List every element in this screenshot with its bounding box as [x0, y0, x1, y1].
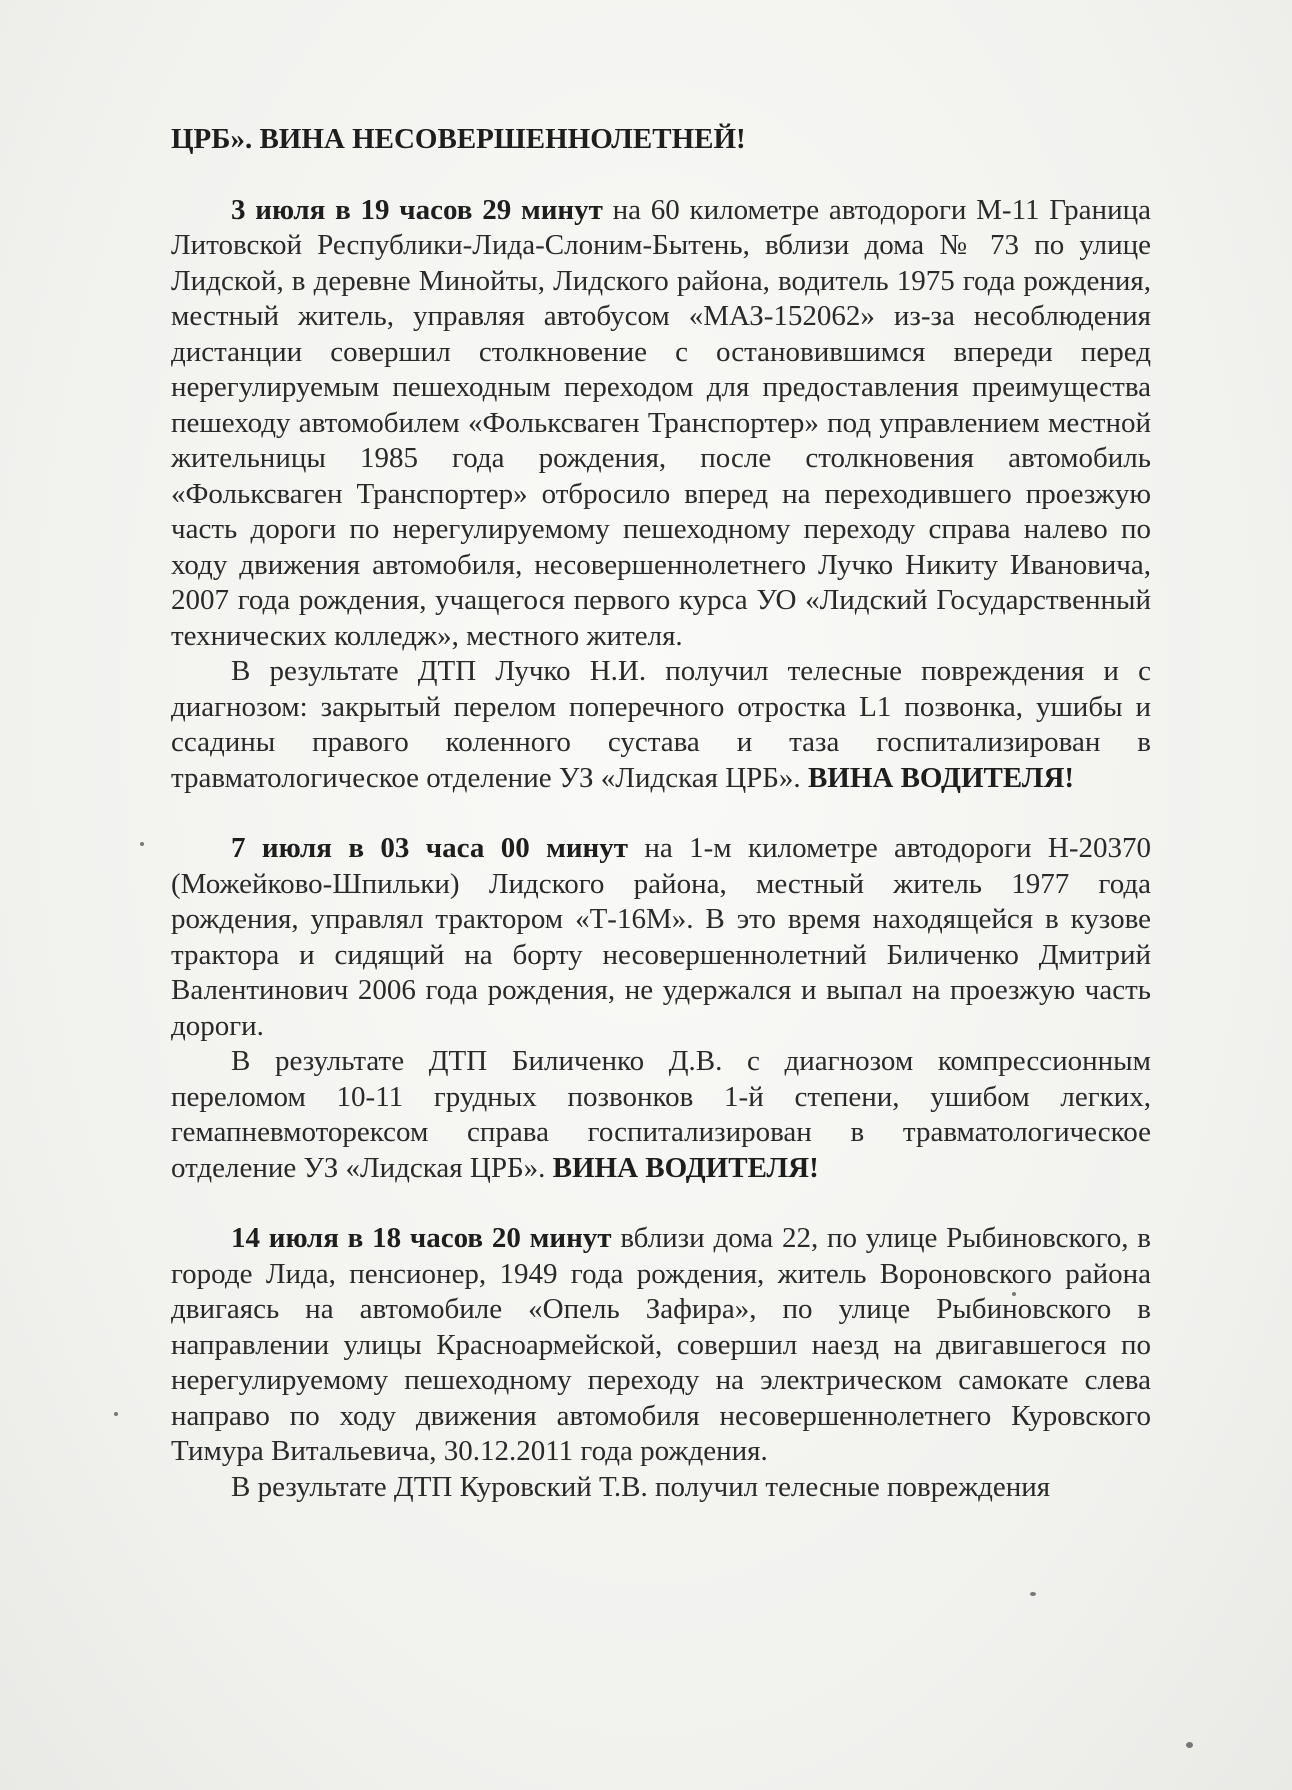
incident3-paragraph2 [171, 1470, 1151, 1506]
incident2-paragraph1 [171, 831, 1151, 1044]
incident1-date: 3 июля в 19 часов 29 минут [231, 193, 603, 226]
incident2-description: на 1-м километре автодороги Н-20370 (Можейково-Шпильки) Лидского района, местный житель 1977 года рождения, управлял трактором «Т-16М». В это время находящейся в кузове трактора и сидящий на борту несовершеннолетний Биличенко Дмитрий Валентинович 2006 года рождения, не удержался и выпал на проезжую часть дороги. [171, 832, 1152, 1042]
scan-speck [140, 842, 144, 846]
incident3-result: В результате ДТП Куровский Т.В. получил телесные повреждения [231, 1470, 1051, 1503]
incident1-result: В результате ДТП Лучко Н.И. получил телесные повреждения и с диагнозом: закрытый перелом поперечного отростка L1 позвонка, ушибы и ссадины правого коленного сустава и таза госпитализирован в травматологическое отделение УЗ «Лидская ЦРБ». [171, 655, 1151, 794]
incident1-description: на 60 километре автодороги М-11 Граница Литовской Республики-Лида-Слоним-Бытень, вблизи дома № 73 по улице Лидской, в деревне Минойты, Лидского района, водитель 1975 года рождения, местный житель, управляя автобусом «МАЗ-152062» из-за несоблюдения дистанции совершил столкновение с остановившимся впереди перед нерегулируемым пешеходным переходом для предоставления преимущества пешеходу автомобилем «Фольксваген Транспортер» под управлением местной жительницы 1985 года рождения, после столкновения автомобиль «Фольксваген Транспортер» отбросило вперед на переходившего проезжую часть дороги по нерегулируемому пешеходному переходу справа налево по ходу движения автомобиля, несовершеннолетнего Лучко Никиту Ивановича, 2007 года рождения, учащегося первого курса УО «Лидский Государственный технических колледж», местного жителя. [171, 193, 1151, 652]
incident3-date: 14 июля в 18 часов 20 минут [231, 1222, 612, 1254]
incident1-paragraph2 [171, 654, 1151, 796]
paragraph-gap [171, 158, 1151, 193]
scan-speck [114, 1412, 118, 1416]
intro-line [171, 122, 1151, 158]
incident2-date: 7 июля в 03 часа 00 минут [231, 832, 629, 864]
scan-speck [1186, 1742, 1193, 1748]
scan-speck [1030, 1592, 1036, 1596]
incident2-result: В результате ДТП Биличенко Д.В. с диагнозом компрессионным переломом 10-11 грудных позвонков 1-й степени, ушибом легких, гемапневмоторексом справа госпитализирован в травматологическое отделение УЗ «Лидская ЦРБ». [171, 1045, 1151, 1184]
document-body [171, 122, 1151, 1505]
incident3-description: вблизи дома 22, по улице Рыбиновского, в городе Лида, пенсионер, 1949 года рождения, житель Вороновского района двигаясь на автомобиле «Опель Зафира», по улице Рыбиновского в направлении улицы Красноармейской, совершил наезд на двигавшегося по нерегулируемому пешеходному переходу на электрическом самокате слева направо по ходу движения автомобиля несовершеннолетнего Куровского Тимура Витальевича, 30.12.2011 года рождения. [171, 1222, 1151, 1467]
incident1-verdict: ВИНА ВОДИТЕЛЯ! [807, 761, 1075, 794]
incident2-verdict: ВИНА ВОДИТЕЛЯ! [552, 1151, 819, 1184]
incident3-paragraph1 [171, 1221, 1151, 1470]
paragraph-gap [171, 1186, 1151, 1221]
incident1-paragraph1 [171, 193, 1151, 655]
incident2-paragraph2 [171, 1044, 1151, 1186]
paragraph-gap [171, 796, 1151, 831]
intro-verdict: ЦРБ». ВИНА НЕСОВЕРШЕННОЛЕТНЕЙ! [171, 123, 746, 155]
